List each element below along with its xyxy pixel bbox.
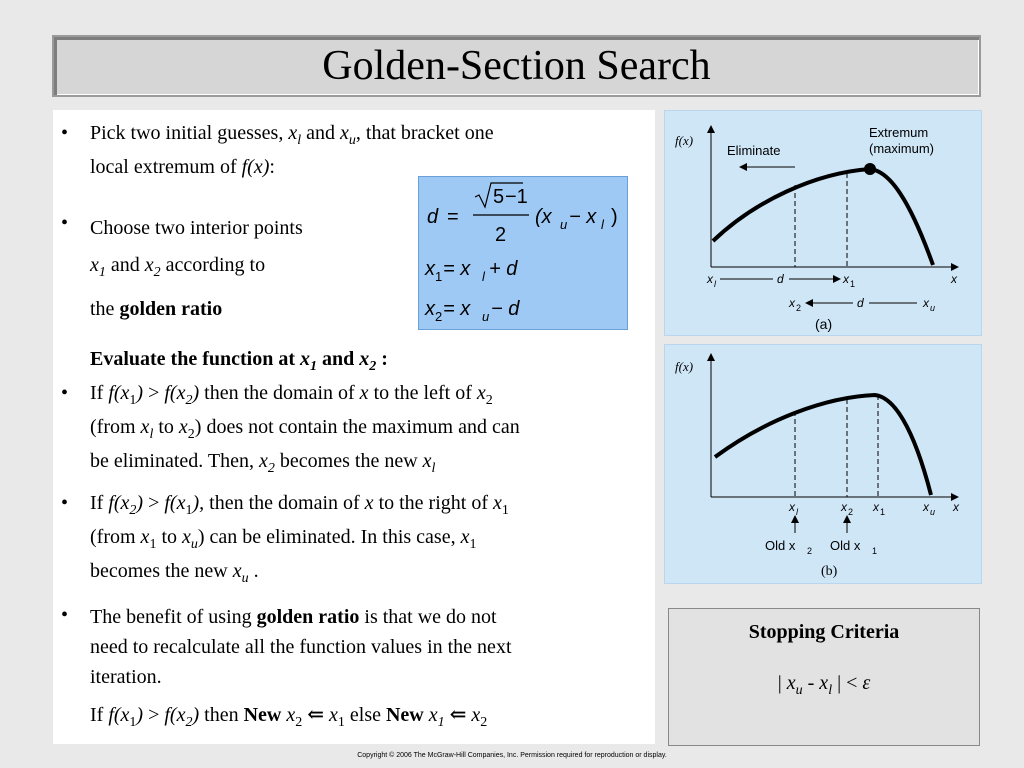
bullet-dot: • [61, 604, 69, 626]
text: , that bracket one [355, 122, 494, 144]
var: x [460, 526, 470, 548]
var: x [232, 560, 242, 582]
var: x [182, 526, 191, 548]
bullet-case-1 [90, 380, 655, 482]
formula-r3eq: = x [443, 298, 471, 320]
lbl-x2-sub: 2 [848, 507, 854, 517]
var: x [259, 450, 268, 472]
formula-r3m: − d [491, 298, 520, 320]
sub: l [297, 133, 302, 148]
lbl-xu: x [923, 296, 929, 310]
graph-b-label: (b) [821, 564, 838, 579]
var: x [340, 122, 349, 144]
var: x [819, 672, 829, 694]
text: need to recalculate all the function values in the next [90, 636, 512, 658]
lbl-x1-sub: 1 [850, 279, 856, 289]
graph-b-fx: f(x) [675, 359, 694, 374]
graph-b [664, 344, 982, 584]
var: ) [192, 382, 200, 404]
text: then the domain of [204, 492, 365, 514]
formula-r3s: 2 [435, 309, 443, 324]
old-x2-sub: 2 [807, 546, 813, 556]
sub: u [348, 133, 356, 148]
sub: 1 [129, 715, 137, 730]
var: x [281, 704, 296, 726]
formula-u: u [560, 217, 568, 232]
arrow-right-icon [833, 275, 841, 283]
var: ) [192, 704, 200, 726]
var: x [364, 492, 374, 514]
sub: u [241, 571, 249, 586]
sub: 1 [501, 503, 509, 518]
lbl-x1: x [843, 272, 849, 286]
text: ) does not contain the maximum and can [194, 416, 520, 438]
update-rule [90, 702, 655, 736]
var: x [140, 416, 150, 438]
var: f(x) [241, 156, 270, 178]
var: x [471, 704, 481, 726]
formula-minus1: −1 [505, 186, 528, 208]
sub: u [795, 683, 803, 698]
text: > [143, 492, 165, 514]
text: . [248, 560, 259, 582]
bullet-interior-points [90, 210, 303, 328]
var: x [288, 122, 298, 144]
evaluate-heading [90, 346, 388, 380]
graph-a-label: (a) [815, 316, 833, 332]
formula-svg [419, 177, 627, 329]
bullet-initial-guesses [90, 120, 650, 181]
text-bold: golden ratio [256, 606, 360, 628]
formula-r2s: 1 [435, 269, 443, 284]
sub: 1 [310, 359, 317, 374]
title-bar [52, 35, 981, 97]
var: x [329, 704, 338, 726]
copyright: Copyright © 2006 The McGraw-Hill Companies, Inc. Permission required for reproduction or display. [357, 752, 667, 759]
var: x [786, 672, 796, 694]
text: then the domain of [199, 382, 360, 404]
sub: 1 [98, 265, 106, 280]
var: ) [136, 704, 144, 726]
formula-r2l: l [482, 269, 485, 284]
sub: 1 [437, 715, 445, 730]
var: f(x [108, 492, 130, 514]
formula-l: l [601, 217, 604, 232]
lbl-xu: x [923, 500, 929, 514]
text: | [832, 672, 842, 694]
lbl-x1: x [873, 500, 879, 514]
formula-box [418, 176, 628, 330]
sub: l [828, 683, 833, 698]
var: x [476, 382, 486, 404]
text: (from [90, 526, 141, 548]
sub: l [431, 461, 436, 476]
bullet-dot: • [61, 382, 69, 404]
sub: u [190, 537, 198, 552]
var: ) [136, 382, 144, 404]
sub: 2 [295, 715, 303, 730]
text: The benefit of using [90, 606, 257, 628]
formula-sqrt5: 5 [493, 186, 505, 208]
lbl-xl-sub: l [714, 279, 716, 289]
var: f(x [108, 704, 130, 726]
arrow-left-icon [805, 299, 813, 307]
var: x [300, 348, 310, 370]
lbl-x2: x [789, 296, 795, 310]
maximum-label: (maximum) [869, 141, 934, 156]
lbl-x: x [953, 500, 959, 514]
sub: 2 [129, 503, 137, 518]
text-bold: New [243, 704, 282, 726]
sub: 1 [185, 503, 193, 518]
formula-r3a: x [425, 298, 435, 320]
arrow-left-icon: ⇐ [302, 704, 329, 726]
stopping-criteria-box [668, 608, 980, 746]
var: x [422, 450, 432, 472]
sub: 2 [480, 715, 488, 730]
lbl-x2: x [841, 500, 847, 514]
var: ), [192, 492, 205, 514]
page-title: Golden-Section Search [322, 43, 711, 89]
var: f(x [164, 704, 186, 726]
stopping-criteria-title: Stopping Criteria [748, 621, 900, 643]
var: x [359, 382, 369, 404]
lbl-xu-sub: u [930, 303, 936, 313]
text: iteration. [90, 666, 162, 688]
formula-r2a: x [425, 258, 435, 280]
lbl-xl: x [789, 500, 795, 514]
text: be eliminated. Then, [90, 450, 260, 472]
text: becomes the new [90, 560, 233, 582]
text: If [90, 492, 109, 514]
curve [715, 395, 931, 495]
lbl-xu-sub: u [930, 507, 936, 517]
text: and [105, 254, 145, 276]
old-x2-label: Old x [765, 538, 796, 553]
lbl-xl-sub: l [796, 507, 798, 517]
text: to the right of [373, 492, 493, 514]
sub: 2 [267, 461, 275, 476]
curve [713, 169, 933, 265]
sub: 2 [369, 359, 377, 374]
formula-r2eq: = x [443, 258, 471, 280]
text: If [90, 382, 109, 404]
sub: 2 [185, 715, 193, 730]
text-bold: golden ratio [119, 298, 223, 320]
x-arrow-icon [951, 263, 959, 271]
var: f(x [164, 382, 186, 404]
text: else [344, 704, 386, 726]
var: x [423, 704, 438, 726]
arrow-left-icon: ⇐ [444, 704, 472, 726]
text: Choose two interior points [90, 217, 303, 239]
formula-r2p: + d [489, 258, 518, 280]
formula-den: 2 [495, 224, 507, 246]
var: x [140, 526, 150, 548]
lbl-x1-sub: 1 [880, 507, 886, 517]
sub: 1 [337, 715, 345, 730]
graph-a-fx: f(x) [675, 133, 694, 148]
var: x [144, 254, 154, 276]
var: x [359, 348, 370, 370]
text: ) can be eliminated. In this case, [197, 526, 461, 548]
bullet-dot: • [61, 212, 69, 234]
bullet-dot: • [61, 122, 69, 144]
y-arrow-icon [707, 353, 715, 361]
text: according to [160, 254, 266, 276]
sub: l [149, 427, 154, 442]
sub: 2 [485, 393, 493, 408]
var: f(x [108, 382, 130, 404]
sub: 1 [129, 393, 137, 408]
y-arrow-icon [707, 125, 715, 133]
formula-r3u: u [482, 309, 490, 324]
graph-a-svg [665, 111, 981, 335]
text: Evaluate the function at [90, 348, 300, 370]
text: > [143, 704, 165, 726]
text: | [777, 672, 787, 694]
text: : [269, 156, 275, 178]
formula-m: − x [569, 206, 597, 228]
bullet-dot: • [61, 492, 69, 514]
text: : [376, 348, 388, 370]
var: x [178, 416, 188, 438]
var: f(x [164, 492, 186, 514]
var: x [90, 254, 99, 276]
var: x [493, 492, 502, 514]
text: and [317, 348, 360, 370]
sub: 2 [185, 393, 193, 408]
lbl-x: x [951, 272, 957, 286]
eliminate-label: Eliminate [727, 143, 781, 158]
extremum-point [864, 163, 876, 175]
formula-d: d [427, 206, 439, 228]
lbl-x2-sub: 2 [796, 303, 802, 313]
text: > [143, 382, 165, 404]
text: then [199, 704, 244, 726]
text: is that we do not [359, 606, 497, 628]
formula-paren: (x [535, 206, 552, 228]
graph-b-svg [665, 345, 981, 583]
text: < [841, 672, 863, 694]
formula-eq: = [447, 206, 459, 228]
bullet-case-2 [90, 490, 655, 592]
graph-a [664, 110, 982, 336]
lbl-d2: d [857, 296, 864, 310]
sub: 2 [187, 427, 195, 442]
text-bold: New [385, 704, 424, 726]
extremum-label: Extremum [869, 125, 929, 140]
sub: 1 [149, 537, 157, 552]
text: If [90, 704, 109, 726]
sub: 1 [469, 537, 477, 552]
lbl-d1: d [777, 272, 784, 286]
text: and [301, 122, 340, 144]
text: the [90, 298, 120, 320]
text: to the left of [368, 382, 477, 404]
sub: 2 [153, 265, 161, 280]
text: Pick two initial guesses, [90, 122, 289, 144]
old-x1-label: Old x [830, 538, 861, 553]
stopping-criteria-formula [669, 672, 979, 699]
bullet-benefit [90, 602, 655, 692]
old-x1-sub: 1 [872, 546, 878, 556]
arrow-left-icon [739, 163, 747, 171]
text: - [802, 672, 820, 694]
text: (from [90, 416, 141, 438]
formula-close: ) [611, 206, 618, 228]
text: becomes the new [274, 450, 423, 472]
var: ) [136, 492, 144, 514]
lbl-xl: x [707, 272, 713, 286]
text: to [156, 526, 182, 548]
text: local extremum of [90, 156, 242, 178]
var: ε [862, 672, 871, 694]
text: to [153, 416, 179, 438]
